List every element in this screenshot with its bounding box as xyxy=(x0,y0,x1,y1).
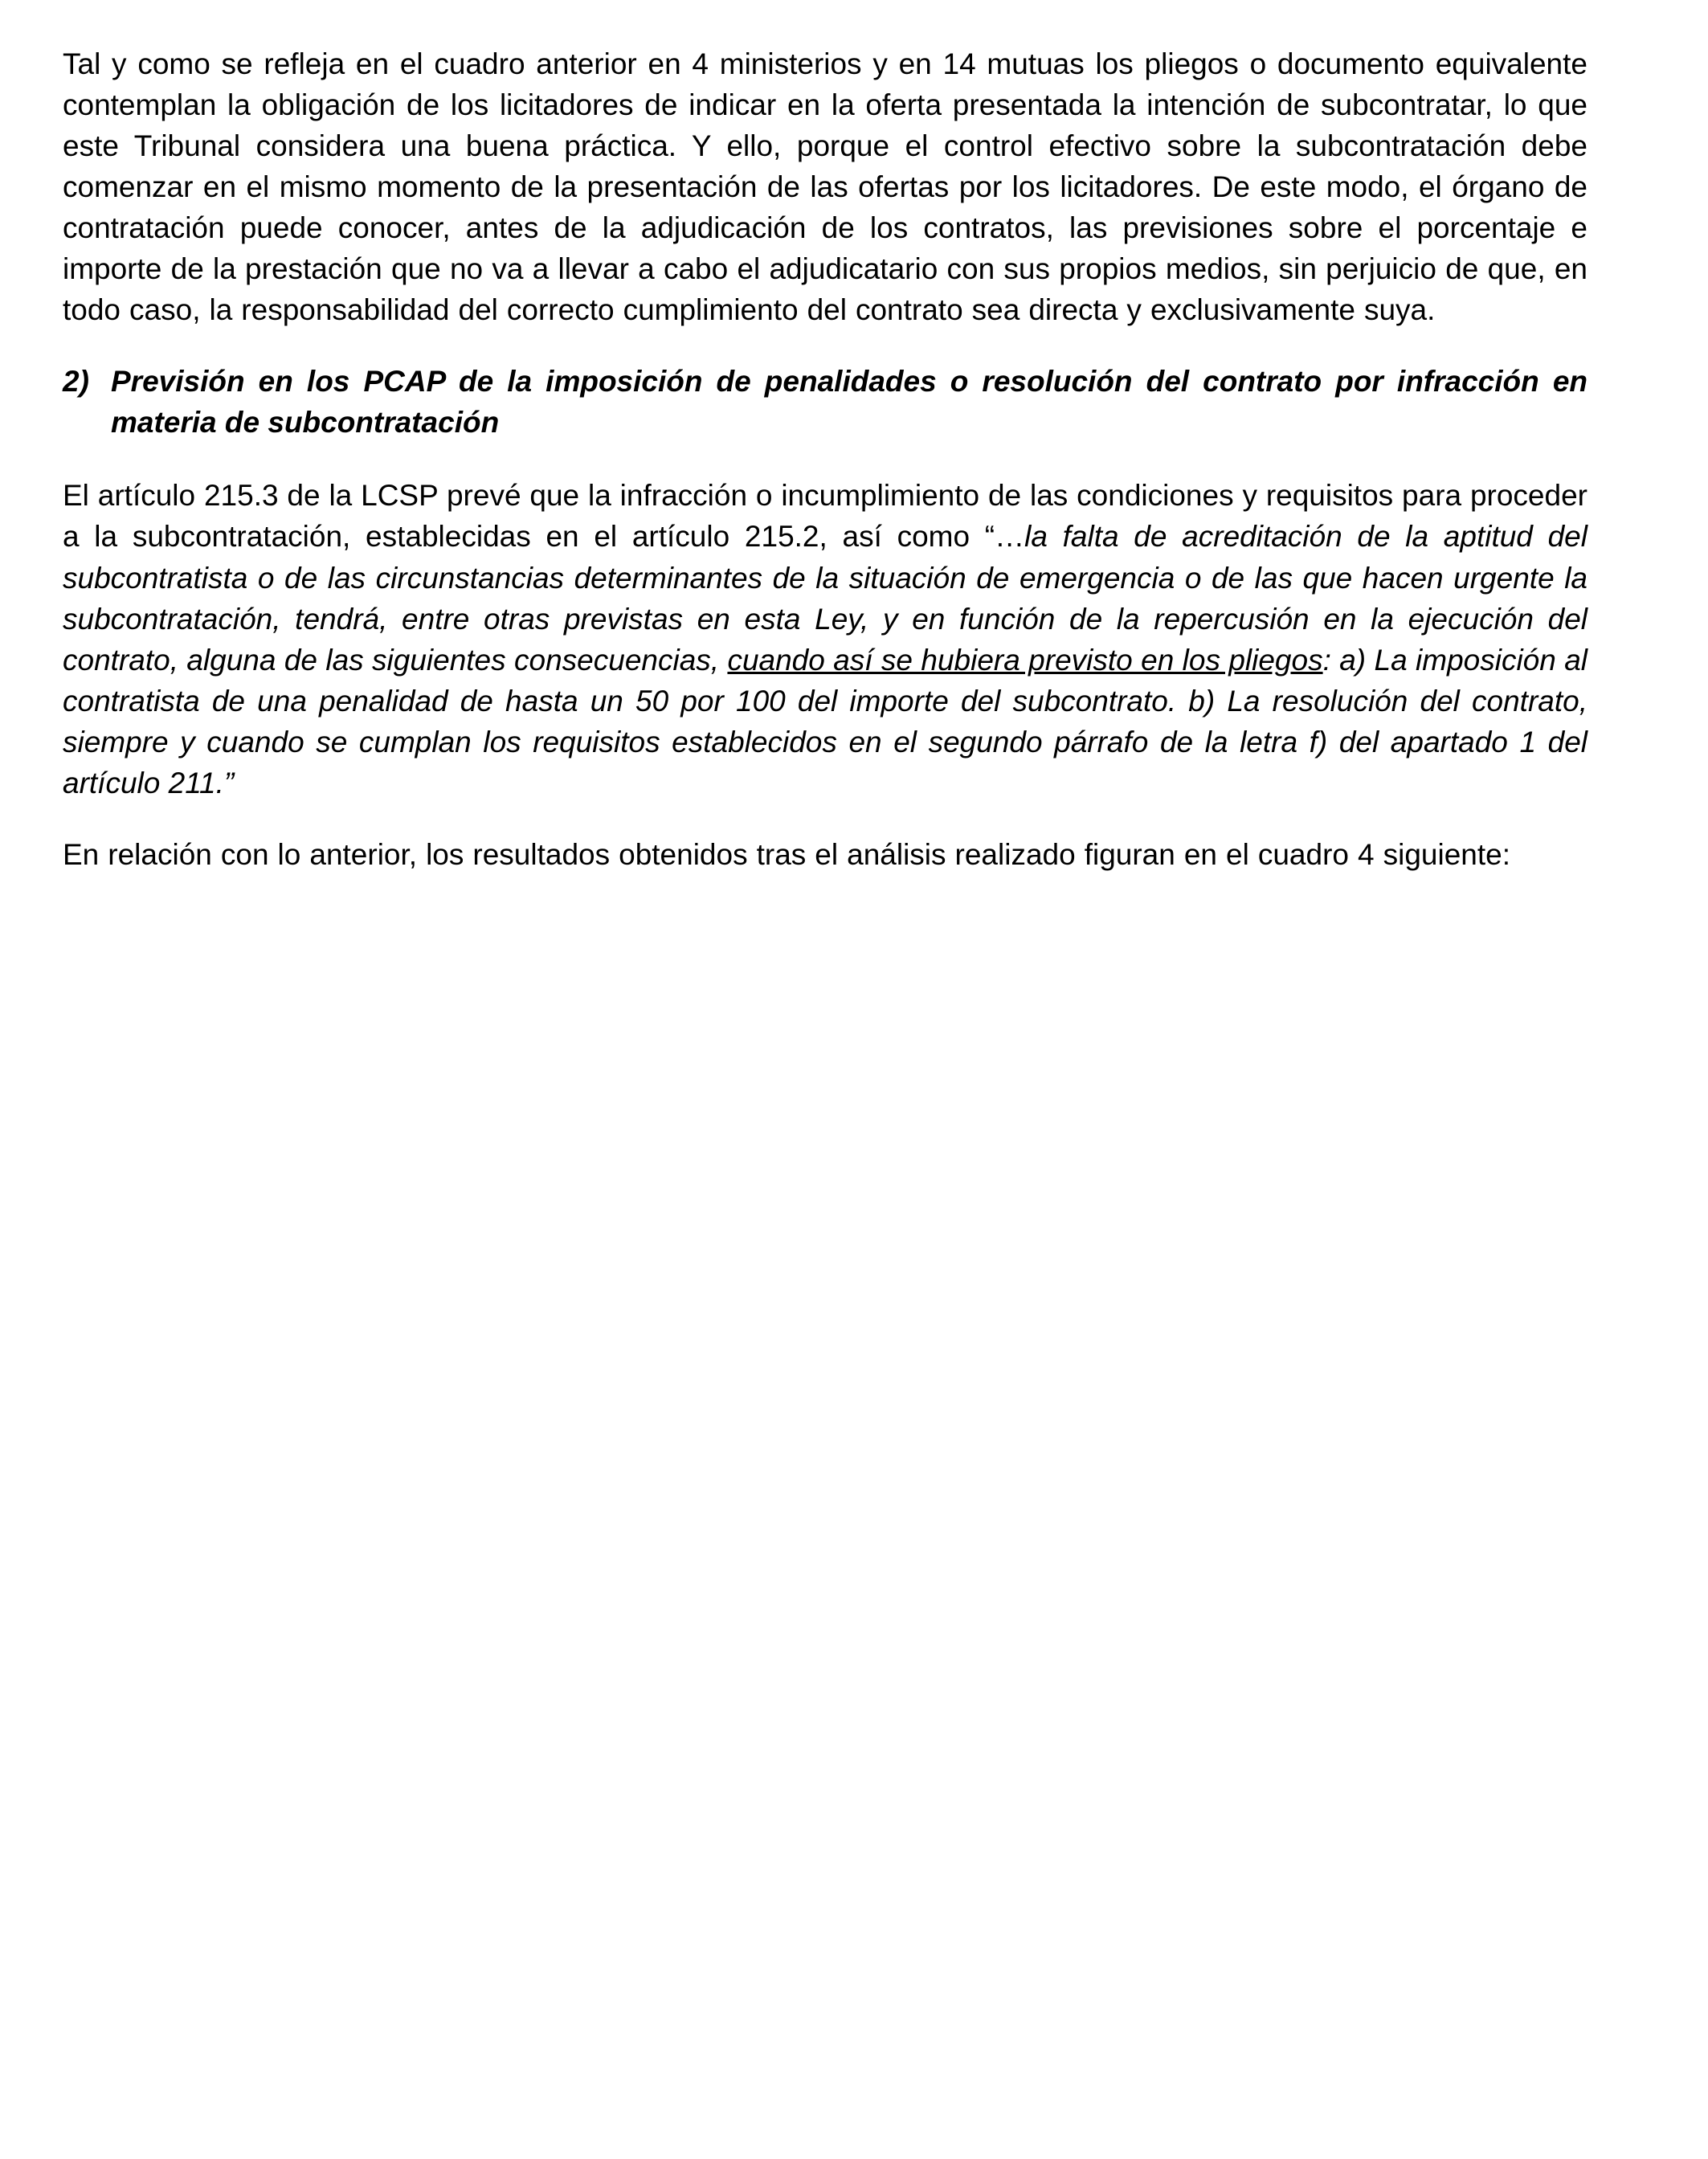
paragraph-2-quote-underlined: cuando así se hubiera previsto en los pliegos xyxy=(727,643,1323,677)
paragraph-2-quote-italic-second: : a) La imposición al contratista de una penalidad de hasta un 50 por 100 del importe del subcontrato. b) La resolución del contrato, siempre y cuando se cumplan los requisitos establecidos en el segundo párrafo de la letra f) del apartado 1 del artículo 211.” xyxy=(63,643,1587,799)
section-heading-number: 2) xyxy=(63,365,89,399)
section-heading-text: Previsión en los PCAP de la imposición de penalidades o resolución del contrato por infracción en materia de subcontratación xyxy=(111,365,1587,440)
body-paragraph-1: Tal y como se refleja en el cuadro anterior en 4 ministerios y en 14 mutuas los pliegos o documento equivalente contemplan la obligación de los licitadores de indicar en la oferta presentada la intención de subcontratar, lo que este Tribunal considera una buena práctica. Y ello, porque el control efectivo sobre la subcontratación debe comenzar en el mismo momento de la presentación de las ofertas por los licitadores. De este modo, el órgano de contratación puede conocer, antes de la adjudicación de los contratos, las previsiones sobre el porcentaje e importe de la prestación que no va a llevar a cabo el adjudicatario con sus propios medios, sin perjuicio de que, en todo caso, la responsabilidad del correcto cumplimiento del contrato sea directa y exclusivamente suya. xyxy=(63,47,1587,327)
section-heading-2 xyxy=(63,361,1587,443)
body-paragraph-2 xyxy=(63,475,1587,803)
body-paragraph-3: En relación con lo anterior, los resultados obtenidos tras el análisis realizado figuran en el cuadro 4 siguiente: xyxy=(63,837,1510,871)
paragraph-2-quote-italic-first: la falta de acreditación de la aptitud del subcontratista o de las circunstancias determinantes de la situación de emergencia o de las que hacen urgente la subcontratación, tendrá, entre otras previstas en esta Ley, y en función de la repercusión en la ejecución del contrato, alguna de las siguientes consecuencias, xyxy=(63,520,1587,677)
paragraph-2-lead: El artículo 215.3 de la LCSP prevé que la infracción o incumplimiento de las condiciones y requisitos para proceder a la subcontratación, establecidas en el artículo 215.2, así como “… xyxy=(63,479,1587,554)
